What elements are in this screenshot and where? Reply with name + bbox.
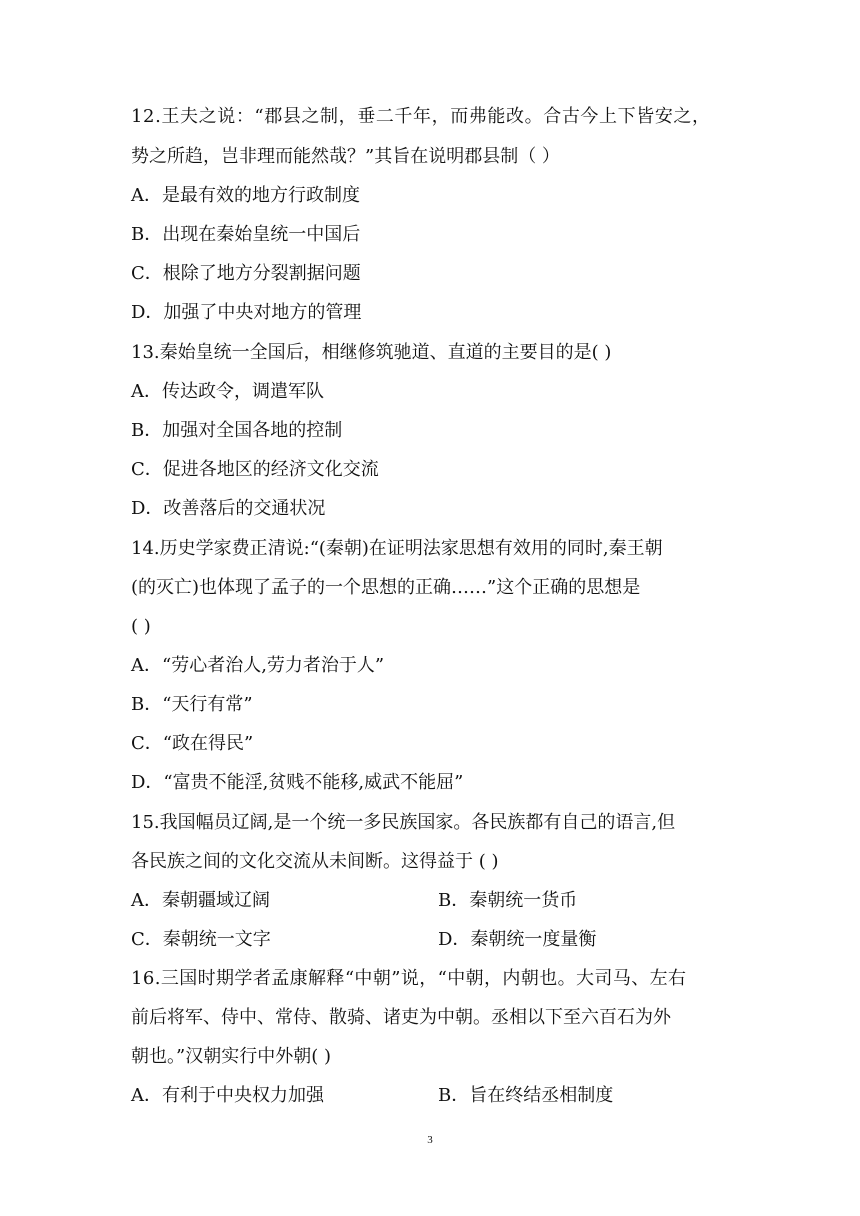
question-16-stem-line-2: 前后将军、侍中、常侍、散骑、诸吏为中朝。丞相以下至六百石为外 xyxy=(131,1007,671,1028)
question-13-option-b: B．加强对全国各地的控制 xyxy=(131,420,343,441)
question-12-stem-line-1: 12.王夫之说：“郡县之制，垂二千年，而弗能改。合古今上下皆安之， xyxy=(131,106,711,127)
question-15-option-c: C．秦朝统一文字 xyxy=(131,929,271,950)
question-15-option-a: A．秦朝疆域辽阔 xyxy=(131,890,270,911)
question-13-stem-line-1: 13.秦始皇统一全国后，相继修筑驰道、直道的主要目的是( ) xyxy=(131,342,612,363)
question-13-option-c: C．促进各地区的经济文化交流 xyxy=(131,459,379,480)
question-12-stem-line-2: 势之所趋，岂非理而能然哉？”其旨在说明郡县制（ ） xyxy=(131,146,560,167)
question-15-option-d: D．秦朝统一度量衡 xyxy=(438,929,597,950)
question-12-option-a: A．是最有效的地方行政制度 xyxy=(131,185,360,206)
question-16-stem-line-3: 朝也。”汉朝实行中外朝( ) xyxy=(131,1046,331,1067)
question-14-stem-line-1: 14.历史学家费正清说:“(秦朝)在证明法家思想有效用的同时,秦王朝 xyxy=(131,538,663,559)
question-14-stem-line-2: (的灭亡)也体现了孟子的一个思想的正确……”这个正确的思想是 xyxy=(131,577,641,598)
question-15-stem-line-2: 各民族之间的文化交流从未间断。这得益于 ( ) xyxy=(131,851,499,872)
question-14-option-b: B．“天行有常” xyxy=(131,694,253,715)
question-14-option-d: D．“富贵不能淫,贫贱不能移,威武不能屈” xyxy=(131,772,464,793)
question-16-option-b: B．旨在终结丞相制度 xyxy=(438,1085,614,1106)
question-13-option-a: A．传达政令，调遣军队 xyxy=(131,381,324,402)
question-16-stem-line-1: 16.三国时期学者孟康解释“中朝”说，“中朝，内朝也。大司马、左右 xyxy=(131,968,687,989)
question-14-option-a: A．“劳心者治人,劳力者治于人” xyxy=(131,655,385,676)
question-12-option-b: B．出现在秦始皇统一中国后 xyxy=(131,224,361,245)
question-15-option-b: B．秦朝统一货币 xyxy=(438,890,578,911)
question-16-option-a: A．有利于中央权力加强 xyxy=(131,1085,324,1106)
question-13-option-d: D．改善落后的交通状况 xyxy=(131,498,326,519)
question-12-option-c: C．根除了地方分裂割据问题 xyxy=(131,263,361,284)
question-14-stem-line-3: ( ) xyxy=(131,616,151,637)
page-number: 3 xyxy=(427,1134,433,1146)
question-14-option-c: C．“政在得民” xyxy=(131,733,254,754)
question-15-stem-line-1: 15.我国幅员辽阔,是一个统一多民族国家。各民族都有自己的语言,但 xyxy=(131,812,676,833)
question-12-option-d: D．加强了中央对地方的管理 xyxy=(131,302,362,323)
